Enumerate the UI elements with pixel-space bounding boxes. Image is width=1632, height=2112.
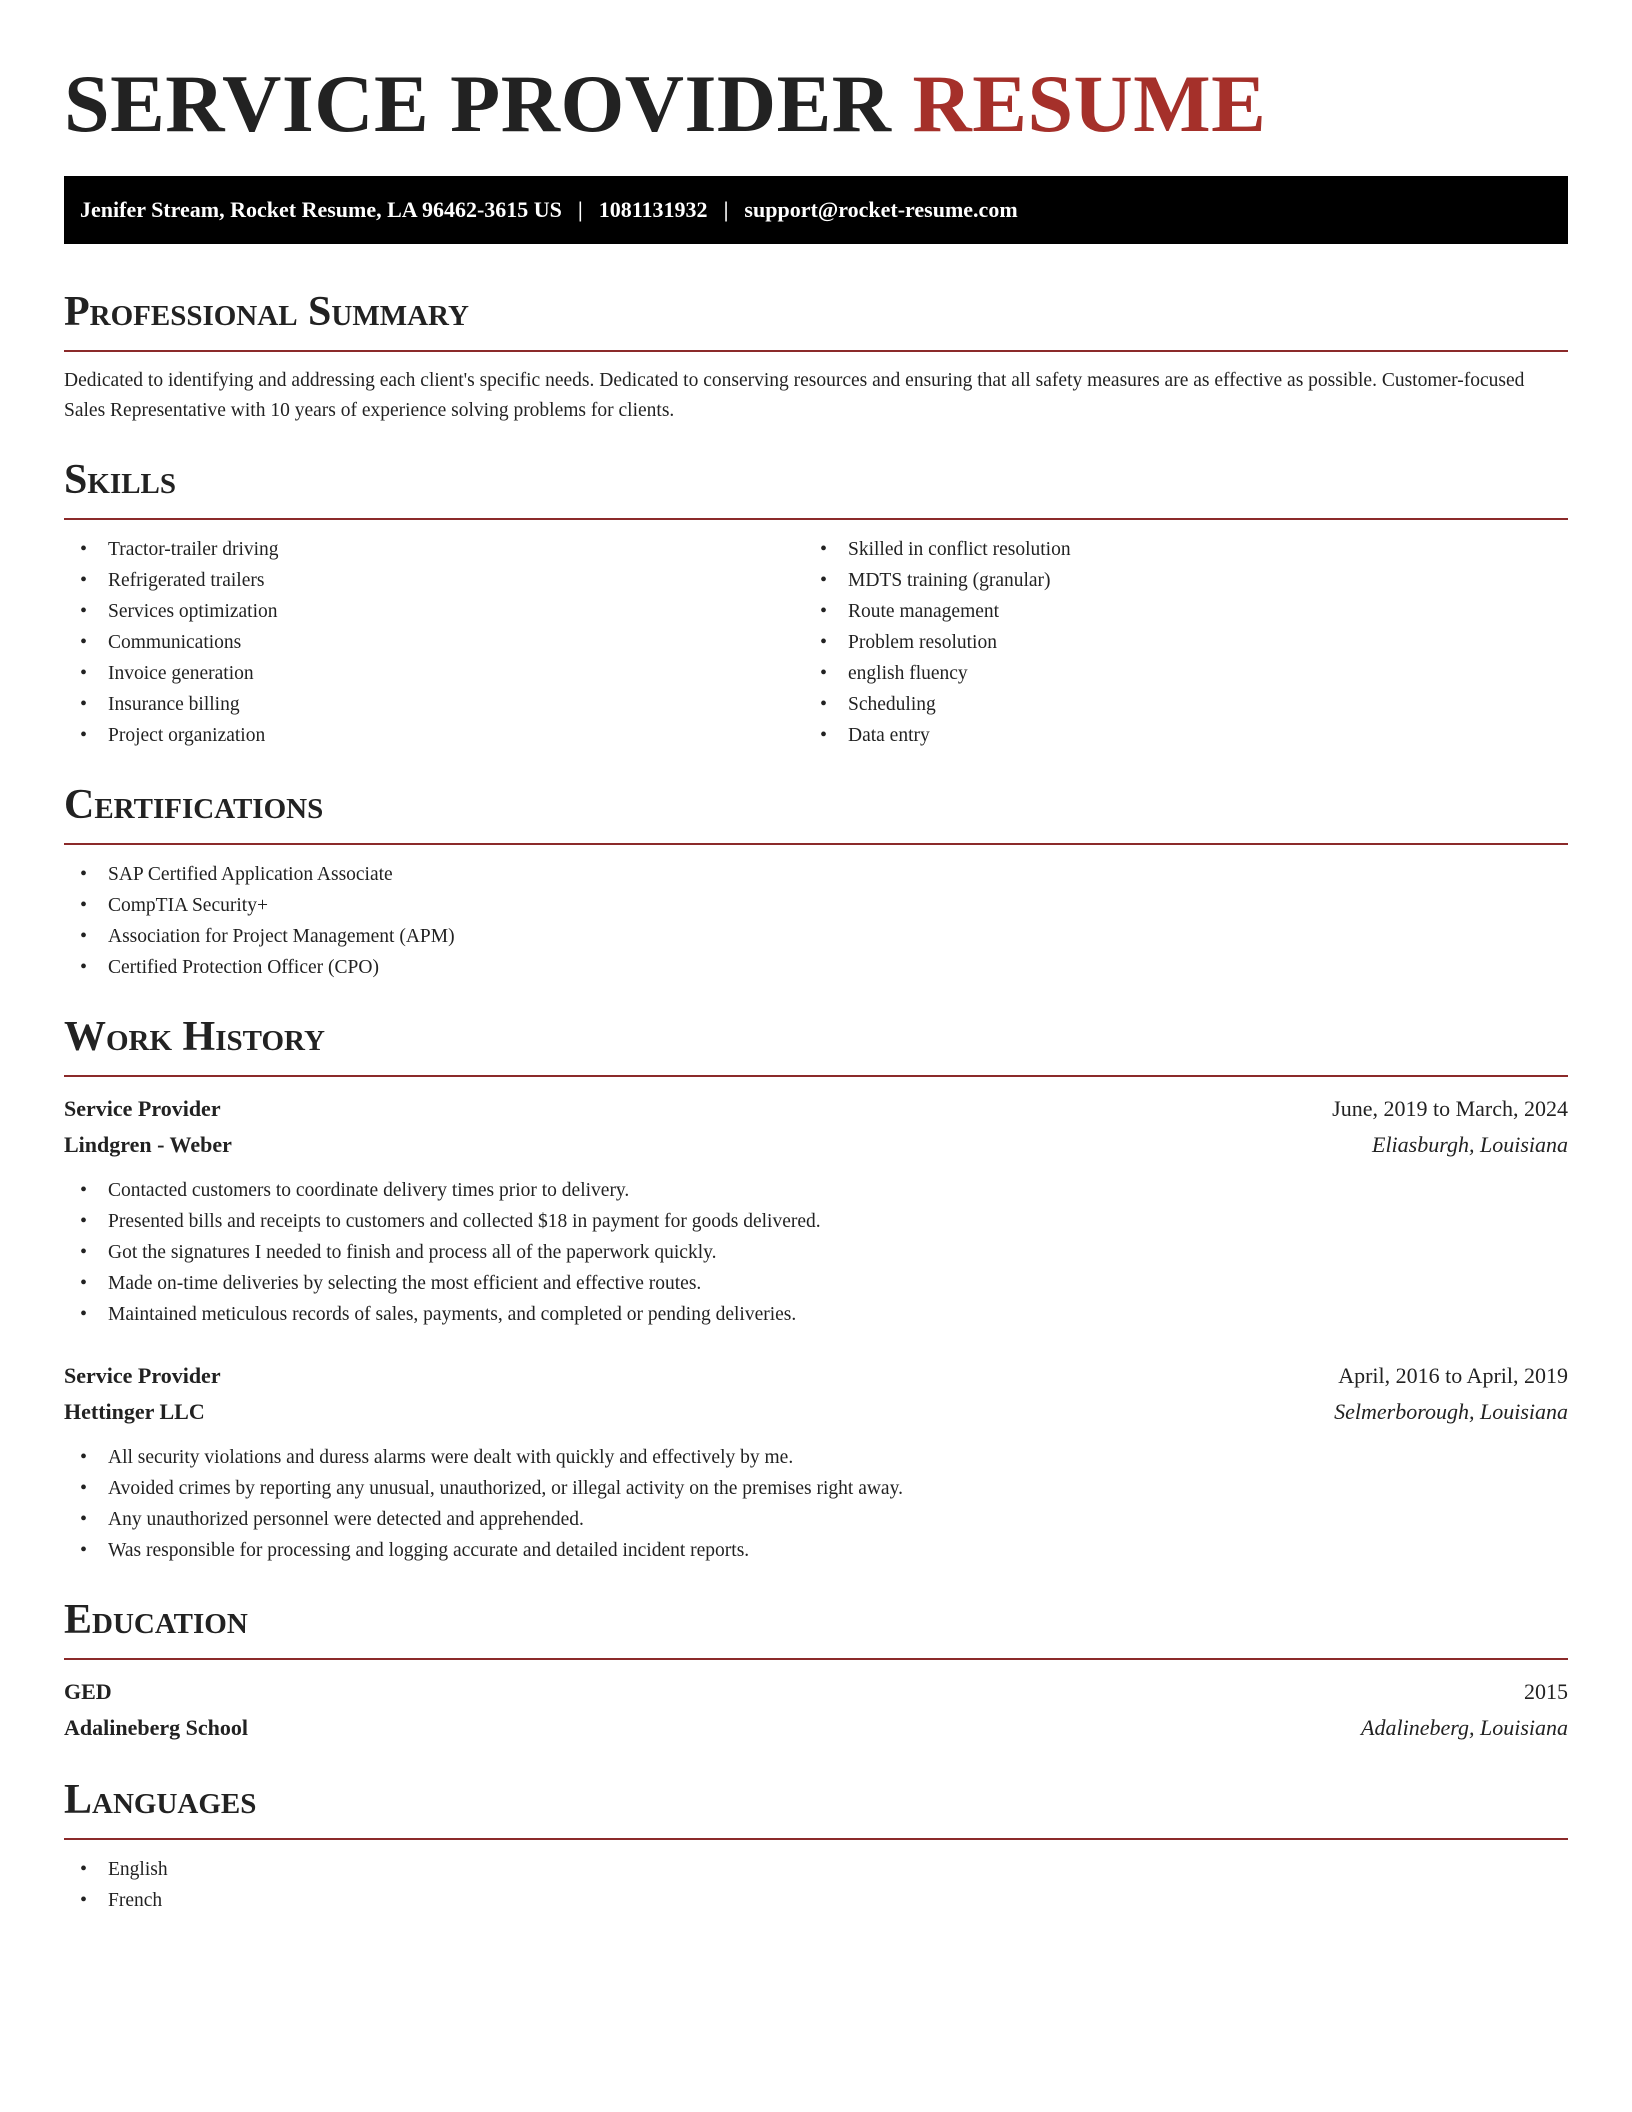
- skill-item: • Problem resolution: [804, 627, 1544, 658]
- job-company-row: [64, 1394, 1568, 1430]
- contact-phone: 1081131932: [598, 197, 708, 222]
- languages-section: [64, 1776, 1568, 1916]
- language-item: • French: [64, 1885, 1568, 1916]
- resume-page: [64, 56, 1568, 1916]
- section-divider: [64, 350, 1568, 352]
- skill-item: • MDTS training (granular): [804, 565, 1544, 596]
- skill-item: • Services optimization: [64, 596, 804, 627]
- skill-item: • Scheduling: [804, 689, 1544, 720]
- job-company: Lindgren - Weber: [64, 1132, 232, 1157]
- job-duty: • Got the signatures I needed to finish and process all of the paperwork quickly.: [64, 1237, 1568, 1268]
- skill-item: • Project organization: [64, 720, 804, 751]
- job-header-row: [64, 1091, 1568, 1127]
- contact-email: support@rocket-resume.com: [744, 197, 1018, 222]
- skill-item: • Communications: [64, 627, 804, 658]
- certifications-section: [64, 781, 1568, 983]
- contact-separator: |: [723, 197, 729, 222]
- section-title-languages: Languages: [64, 1777, 257, 1823]
- job-duty: • All security violations and duress alarms were dealt with quickly and effectively by me.: [64, 1442, 1568, 1473]
- summary-section: [64, 288, 1568, 426]
- skill-item: • Route management: [804, 596, 1544, 627]
- job-duty: • Presented bills and receipts to customers and collected $18 in payment for goods delivered.: [64, 1206, 1568, 1237]
- skill-item: • Insurance billing: [64, 689, 804, 720]
- summary-text: Dedicated to identifying and addressing each client's specific needs. Dedicated to conserving resources and ensuring that all safety measures are as effective as possible. Customer-focused Sales Representative with 10 years of experience solving problems for clients.: [64, 370, 1525, 421]
- job-entry: [64, 1358, 1568, 1566]
- section-title-summary: Professional Summary: [64, 289, 469, 335]
- skills-section: [64, 456, 1568, 751]
- section-divider: [64, 843, 1568, 845]
- job-duties-list: [64, 1175, 1568, 1330]
- job-entry: [64, 1091, 1568, 1330]
- section-title-work-history: Work History: [64, 1014, 325, 1060]
- education-degree: GED: [64, 1679, 112, 1704]
- job-role: Service Provider: [64, 1363, 221, 1388]
- job-duty: • Maintained meticulous records of sales, payments, and completed or pending deliveries.: [64, 1299, 1568, 1330]
- skills-grid: [64, 534, 1568, 751]
- contact-address: Jenifer Stream, Rocket Resume, LA 96462-3615 US: [80, 197, 562, 222]
- job-duty: • Made on-time deliveries by selecting the most efficient and effective routes.: [64, 1268, 1568, 1299]
- skills-list-left: [64, 534, 804, 751]
- education-header-row: [64, 1674, 1568, 1710]
- job-header-row: [64, 1358, 1568, 1394]
- job-dates: June, 2019 to March, 2024: [1332, 1096, 1568, 1121]
- resume-title: [64, 56, 1568, 152]
- skill-item: • Tractor-trailer driving: [64, 534, 804, 565]
- education-section: [64, 1596, 1568, 1746]
- education-location: Adalineberg, Louisiana: [1361, 1715, 1568, 1740]
- work-history-section: [64, 1013, 1568, 1566]
- job-role: Service Provider: [64, 1096, 221, 1121]
- contact-bar: [64, 176, 1568, 244]
- certification-item: • CompTIA Security+: [64, 890, 1568, 921]
- section-title-certifications: Certifications: [64, 782, 324, 828]
- job-duty: • Avoided crimes by reporting any unusual, unauthorized, or illegal activity on the premises right away.: [64, 1473, 1568, 1504]
- certification-item: • Association for Project Management (APM): [64, 921, 1568, 952]
- skills-list-right: [804, 534, 1544, 751]
- section-divider: [64, 1658, 1568, 1660]
- skill-item: • Data entry: [804, 720, 1544, 751]
- contact-separator: |: [577, 197, 583, 222]
- title-accent: RESUME: [912, 58, 1267, 149]
- job-duty: • Any unauthorized personnel were detected and apprehended.: [64, 1504, 1568, 1535]
- certification-item: • SAP Certified Application Associate: [64, 859, 1568, 890]
- certification-item: • Certified Protection Officer (CPO): [64, 952, 1568, 983]
- language-item: • English: [64, 1854, 1568, 1885]
- languages-list: [64, 1854, 1568, 1916]
- section-divider: [64, 1075, 1568, 1077]
- skill-item: • Invoice generation: [64, 658, 804, 689]
- education-school-row: [64, 1710, 1568, 1746]
- job-company-row: [64, 1127, 1568, 1163]
- job-duty: • Was responsible for processing and logging accurate and detailed incident reports.: [64, 1535, 1568, 1566]
- section-divider: [64, 1838, 1568, 1840]
- job-duties-list: [64, 1442, 1568, 1566]
- education-school: Adalineberg School: [64, 1715, 248, 1740]
- skill-item: • Refrigerated trailers: [64, 565, 804, 596]
- section-title-education: Education: [64, 1597, 248, 1643]
- skill-item: • Skilled in conflict resolution: [804, 534, 1544, 565]
- certifications-list: [64, 859, 1568, 983]
- section-title-skills: Skills: [64, 457, 177, 503]
- education-year: 2015: [1524, 1679, 1568, 1704]
- job-dates: April, 2016 to April, 2019: [1338, 1363, 1568, 1388]
- job-location: Eliasburgh, Louisiana: [1372, 1132, 1568, 1157]
- skill-item: • english fluency: [804, 658, 1544, 689]
- job-duty: • Contacted customers to coordinate delivery times prior to delivery.: [64, 1175, 1568, 1206]
- job-company: Hettinger LLC: [64, 1399, 205, 1424]
- title-main: SERVICE PROVIDER: [64, 58, 892, 149]
- section-divider: [64, 518, 1568, 520]
- job-location: Selmerborough, Louisiana: [1334, 1399, 1568, 1424]
